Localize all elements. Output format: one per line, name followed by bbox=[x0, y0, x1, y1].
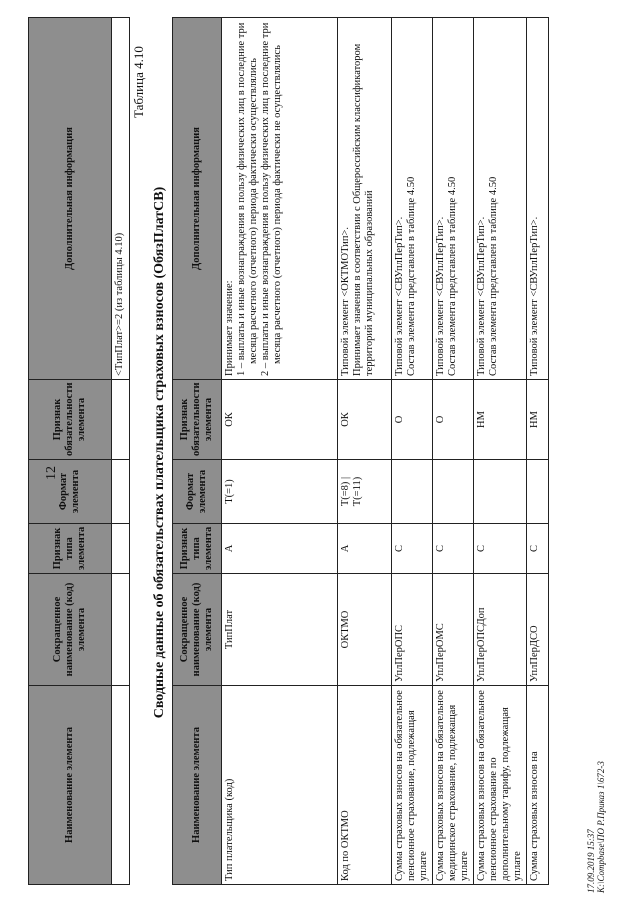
element-type: С bbox=[433, 524, 474, 574]
element-name: Сумма страховых взносов на обязательное медицинское страхование, подлежащая уплате bbox=[433, 686, 474, 885]
table-cell bbox=[112, 460, 130, 524]
element-type: А bbox=[222, 524, 338, 574]
element-info bbox=[338, 18, 392, 380]
element-format bbox=[433, 460, 474, 524]
info-item: 1 – выплаты и иные вознаграждения в пользу физических лиц в последние три месяца расчетного (отчетного) периода фактически осуществлялись bbox=[236, 22, 259, 376]
info-item: Состав элемента представлен в таблице 4.50 bbox=[406, 176, 417, 376]
element-info bbox=[474, 18, 527, 380]
element-name: Код по ОКТМО bbox=[338, 686, 392, 885]
header-cell: Сокращенное наименование (код) элемента bbox=[29, 574, 112, 686]
element-info bbox=[433, 18, 474, 380]
continued-table-header bbox=[28, 17, 130, 885]
element-type: А bbox=[338, 524, 392, 574]
info-intro: Типовой элемент <СВУплПерТип>. bbox=[476, 216, 487, 376]
info-item: Состав элемента представлен в таблице 4.50 bbox=[488, 176, 499, 376]
table-cell bbox=[112, 524, 130, 574]
element-required: О bbox=[433, 380, 474, 460]
table-cell: <ТипПлат>=2 (из таблицы 4.10) bbox=[112, 18, 130, 380]
element-code: УплПерОМС bbox=[433, 574, 474, 686]
table-cell bbox=[112, 686, 130, 885]
element-format bbox=[392, 460, 433, 524]
element-format bbox=[474, 460, 527, 524]
element-required: ОК bbox=[338, 380, 392, 460]
element-info bbox=[222, 18, 338, 380]
table-row bbox=[112, 18, 130, 885]
info-intro: Типовой элемент <СВУплПерТип>. bbox=[394, 216, 405, 376]
info-intro: Типовой элемент <ОКТМОТип>. bbox=[340, 226, 351, 376]
footer-stamp bbox=[586, 761, 606, 893]
element-type: С bbox=[392, 524, 433, 574]
info-item: 2 – выплаты и иные вознаграждения в пользу физических лиц в последние три месяца расчетного (отчетного) периода фактически не осуществлялись bbox=[260, 22, 283, 376]
header-cell: Признак типа элемента bbox=[29, 524, 112, 574]
header-cell: Формат элемента bbox=[173, 460, 222, 524]
table-row bbox=[527, 18, 549, 885]
header-cell: Наименование элемента bbox=[173, 686, 222, 885]
header-cell: Наименование элемента bbox=[29, 686, 112, 885]
element-type: С bbox=[527, 524, 549, 574]
element-format: Т(=8) | Т(=11) bbox=[338, 460, 392, 524]
element-type: С bbox=[474, 524, 527, 574]
element-code: ТипПлат bbox=[222, 574, 338, 686]
table-row bbox=[338, 18, 392, 885]
header-cell: Дополнительная информация bbox=[173, 18, 222, 380]
footer-line: 17.09.2019 15:37 bbox=[586, 829, 596, 893]
info-item: Принимает значения в соответствии с Общероссийским классификатором территорий муниципальных образований bbox=[352, 43, 375, 376]
element-name: Сумма страховых взносов на обязательное пенсионное страхование, подлежащая уплате bbox=[392, 686, 433, 885]
table-label: Таблица 4.10 bbox=[131, 46, 146, 118]
element-code: УплПерОПС bbox=[392, 574, 433, 686]
element-code: УплПерОПСДоп bbox=[474, 574, 527, 686]
header-row bbox=[173, 18, 222, 885]
element-info bbox=[527, 18, 549, 380]
header-cell: Признак типа элемента bbox=[173, 524, 222, 574]
obligations-table bbox=[172, 17, 549, 885]
element-format bbox=[527, 460, 549, 524]
footer-line: К:\Сompbase\ПО Р.Приказ 1\672-3 bbox=[596, 761, 606, 893]
header-cell: Формат элемента bbox=[29, 460, 112, 524]
header-cell: Признак обязательности элемента bbox=[173, 380, 222, 460]
element-code: УплПерДСО bbox=[527, 574, 549, 686]
info-item: Состав элемента представлен в таблице 4.50 bbox=[447, 176, 458, 376]
header-row bbox=[29, 18, 112, 885]
table-row bbox=[433, 18, 474, 885]
table-row bbox=[222, 18, 338, 885]
header-cell: Признак обязательности элемента bbox=[29, 380, 112, 460]
page-number: 12 bbox=[44, 466, 59, 480]
element-info bbox=[392, 18, 433, 380]
table-title: Сводные данные об обязательствах плательщика страховых взносов (ОбязПлатСВ) bbox=[152, 186, 167, 719]
info-intro: Принимает значение: bbox=[224, 280, 235, 376]
element-required: О bbox=[392, 380, 433, 460]
element-name: Тип плательщика (код) bbox=[222, 686, 338, 885]
table-row bbox=[392, 18, 433, 885]
element-name: Сумма страховых взносов на обязательное пенсионное страхование по дополнительному тарифу, подлежащая уплате bbox=[474, 686, 527, 885]
element-required: НМ bbox=[527, 380, 549, 460]
header-cell: Сокращенное наименование (код) элемента bbox=[173, 574, 222, 686]
element-code: ОКТМО bbox=[338, 574, 392, 686]
table-cell bbox=[112, 380, 130, 460]
info-intro: Типовой элемент <СВУплПерТип>. bbox=[435, 216, 446, 376]
table-cell bbox=[112, 574, 130, 686]
header-cell: Дополнительная информация bbox=[29, 18, 112, 380]
element-required: НМ bbox=[474, 380, 527, 460]
info-intro: Типовой элемент <СВУплПерТип>. bbox=[529, 216, 540, 376]
table-row bbox=[474, 18, 527, 885]
element-name: Сумма страховых взносов на bbox=[527, 686, 549, 885]
element-required: ОК bbox=[222, 380, 338, 460]
element-format: Т(=1) bbox=[222, 460, 338, 524]
